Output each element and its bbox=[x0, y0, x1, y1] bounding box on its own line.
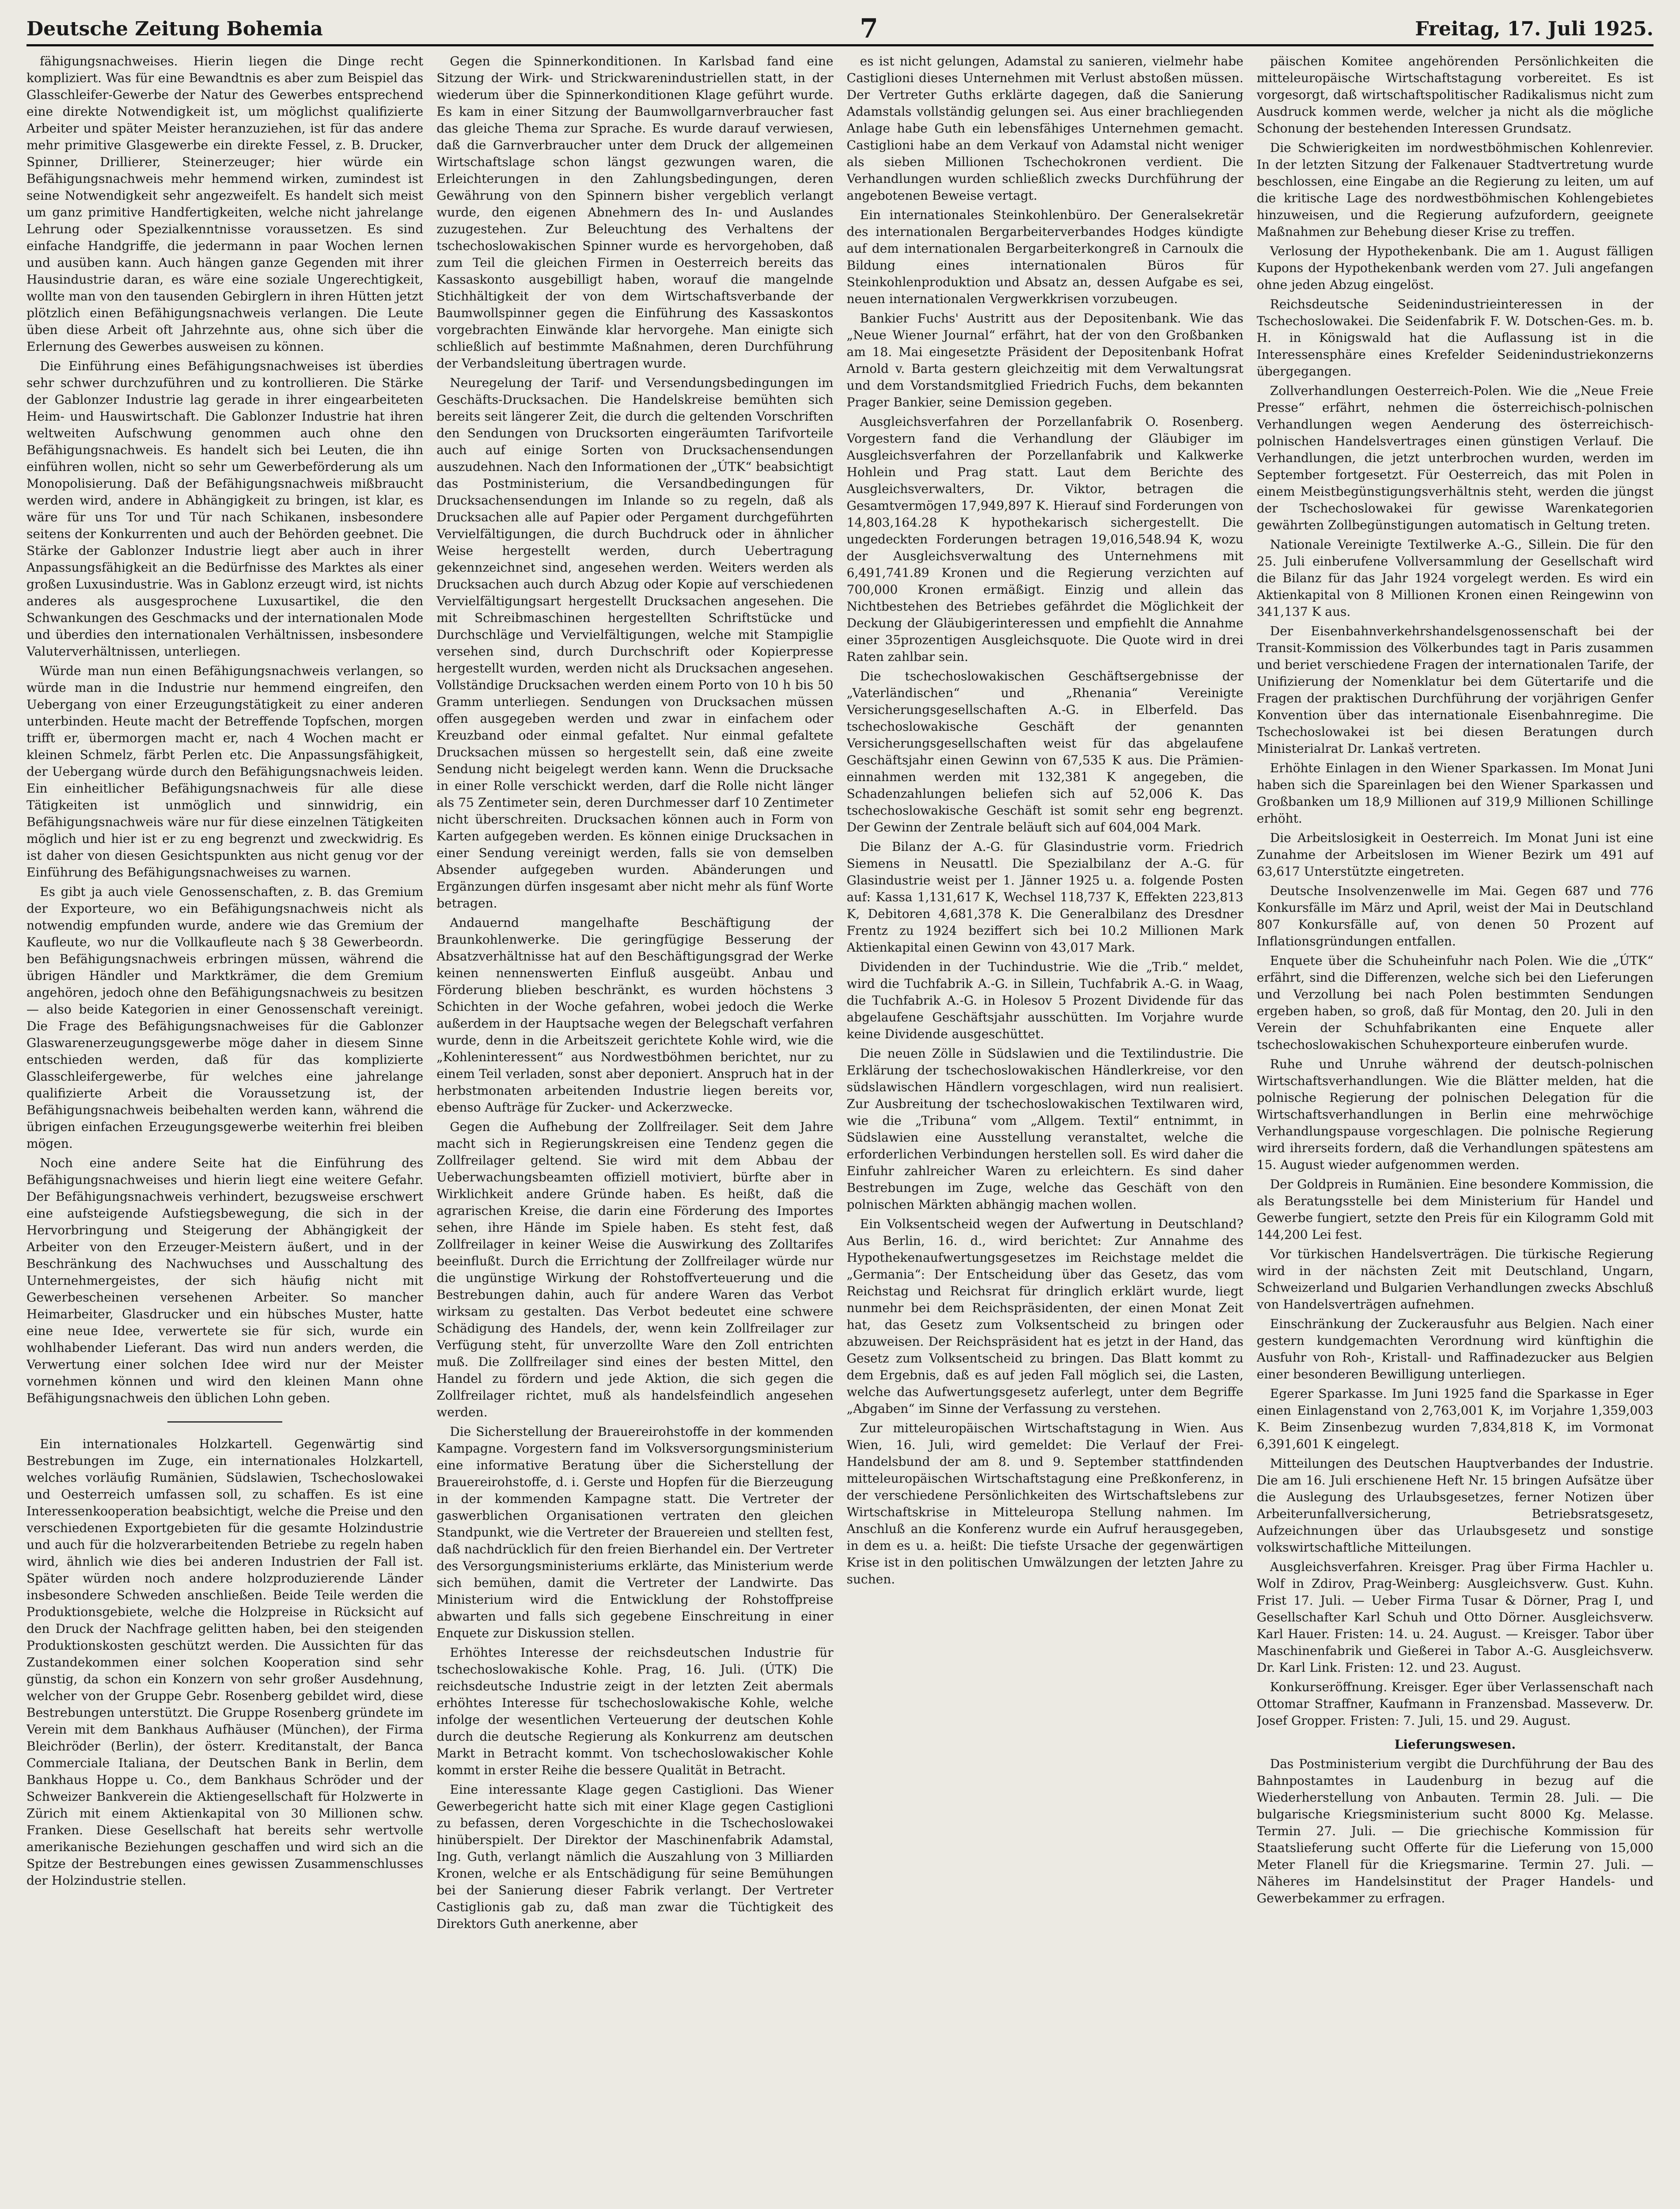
section-divider bbox=[27, 1413, 423, 1430]
article-paragraph: Egerer Sparkasse. Im Juni 1925 fand die Sparkasse in Eger einen Einlagenstand von 2,763,001 K, im Vorjahre 1,359,003 K. Beim Zinsenbezug wurden 7,834,818 K, im Vormonat 6,391,601 K eingelegt. bbox=[1256, 1386, 1653, 1451]
article-paragraph: Eine interessante Klage gegen Castiglioni. Das Wiener Gewerbegericht hatte sich mit einer Klage gegen Castiglioni zu befassen, deren Vorgeschichte in die Tschechoslowakei hinüberspielt. Der Direktor der Maschinenfabrik Adamstal, Ing. Guth, verlangt nämlich die Auszahlung von 3 Milliarden Kronen, welche er als Entschädigung für seine Bemühungen bei der Sanierung dieser Fabrik verlangt. Der Vertreter Castiglionis gab zu, daß man zwar die Tüchtigkeit des Direktors Guth anerkenne, aber bbox=[436, 1782, 834, 1931]
article-paragraph: Das Postministerium vergibt die Durchführung der Bau des Bahnpostamtes in Laudenburg in bezug auf die Wiederherstellung von Anbauten. Termin 28. Juli. — Die bulgarische Kriegsministerium sucht 8000 Kg. Melasse. Termin 27. Juli. — Die griechische Kommission für Staatslieferung sucht Offerte für die Lieferung von 15,000 Meter Flanell für die Kriegsmarine. Termin 27. Juli. — Näheres im Handelsinstitut der Prager Handels- und Gewerbekammer zu erfragen. bbox=[1256, 1757, 1653, 1905]
article-paragraph: Reichsdeutsche Seidenindustrieinteressen in der Tschechoslowakei. Die Seidenfabrik F. W. Dotschen-Ges. m. b. H. in Königswald hat die Auflassung ist in die Interessensphäre eines Krefelder Seidenindustriekonzerns übergegangen. bbox=[1256, 297, 1653, 379]
article-paragraph: Ein internationales Holzkartell. Gegenwärtig sind Bestrebungen im Zuge, ein internationales Holzkartell, welches vorläufig Rumänien, Südslawien, Tschechoslowakei und Oesterreich umfassen soll, zu schaffen. Es ist eine Interessenkooperation beabsichtigt, welche die Preise und den verschiedenen Exportgebieten für die gesamte Holzindustrie und auch für die holzverarbeitenden Betriebe zu regeln haben wird, ähnlich wie dies bei anderen Industrien der Fall ist. Später würden noch andere holzproduzierende Länder insbesondere Schweden anschließen. Beide Teile werden die Produktionsgebiete, welche die Holzpreise in Rücksicht auf den Druck der Nachfrage gelitten haben, bei den steigenden Produktionskosten geschützt werden. Die Aussichten für das Zustandekommen einer solchen Kooperation sind sehr günstig, da schon ein Konzern von sehr großer Ausdehnung, welcher von der Gruppe Gebr. Rosenberg gebildet wird, diese Bestrebungen unterstützt. Die Gruppe Rosenberg gründete im Verein mit dem Bankhaus Aufhäuser (München), der Firma Bleichröder (Berlin), der österr. Kreditanstalt, der Banca Commerciale Italiana, der Deutschen Bank in Berlin, dem Bankhaus Hoppe u. Co., dem Bankhaus Schröder und der Schweizer Bankverein die Aktiengesellschaft für Holzwerte in Zürich mit einem Aktienkapital von 30 Millionen schw. Franken. Diese Gesellschaft hat bereits sehr wertvolle amerikanische Beziehungen geschaffen und wird sich an die Spitze der Bestrebungen eines gewissen Zusammenschlusses der Holzindustrie stellen. bbox=[27, 1437, 424, 1888]
article-paragraph: Erhöhte Einlagen in den Wiener Sparkassen. Im Monat Juni haben sich die Spareinlagen bei den Wiener Sparkassen und Großbanken um 18,9 Millionen auf 319,9 Millionen Schillinge erhöht. bbox=[1256, 761, 1653, 826]
article-paragraph: Gegen die Aufhebung der Zollfreilager. Seit dem Jahre macht sich in Regierungskreisen eine Tendenz gegen die Zollfreilager geltend. Sie wird mit dem Abbau der Ueberwachungsbeamten offiziell motiviert, bürfte aber in Wirklichkeit andere Gründe haben. Es heißt, daß die agrarischen Kreise, die darin eine Förderung des Importes sehen, ihre Hände im Spiele haben. Es steht fest, daß Zollfreilager in keiner Weise die Auswirkung des Zolltarifes beeinflußt. Durch die Errichtung der Zollfreilager würde nur die ungünstige Wirkung der Rohstoffverteuerung und die Bestrebungen dahin, auch für andere Waren das Verbot wirksam zu gestalten. Das Verbot bedeutet eine schwere Schädigung des Handels, der, wenn kein Zollfreilager zur Verfügung steht, für unverzollte Ware den Zoll entrichten muß. Die Zollfreilager sind eines der besten Mittel, den Handel zu fördern und jede Aktion, die sich gegen die Zollfreilager richtet, muß als handelsfeindlich angesehen werden. bbox=[436, 1120, 834, 1420]
page-number: 7 bbox=[860, 13, 878, 44]
article-paragraph: Zollverhandlungen Oesterreich-Polen. Wie die „Neue Freie Presse“ erfährt, nehmen die österreichisch-polnischen Verhandlungen wegen Aenderung des österreichisch-polnischen Handelsvertrages einen günstigen Verlauf. Die Verhandlungen, die jetzt unterbrochen wurden, werden im September fortgesetzt. Für Oesterreich, das mit Polen in einem Meistbegünstigungsverhältnis steht, werden die jüngst der Tschechoslowakei für gewisse Warenkategorien gewährten Zollbegünstigungen automatisch in Geltung treten. bbox=[1256, 383, 1653, 532]
article-paragraph: Ein Volksentscheid wegen der Aufwertung in Deutschland? Aus Berlin, 16. d., wird berichtet: Zur Annahme des Hypothekenaufwertungsgesetzes im Reichstage meldet die „Germania“: Der Entscheidung über das Gesetz, das vom Reichstag und Reichsrat für dringlich erklärt wurde, liegt nunmehr bei dem Reichspräsidenten, der einen Monat Zeit hat, das Gesetz zum Volksentscheid zu bringen oder abzuweisen. Der Reichspräsident hat es jetzt in der Hand, das Gesetz zum Volksentscheid zu bringen. Das Blatt kommt zu dem Ergebnis, daß es auf jeden Fall möglich sei, die Lasten, welche das Aufwertungsgesetz auferlegt, unter dem Begriffe „Abgaben“ im Sinne der Verfassung zu verstehen. bbox=[846, 1217, 1244, 1416]
article-paragraph: Noch eine andere Seite hat die Einführung des Befähigungsnachweises und hierin liegt eine weitere Gefahr. Der Befähigungsnachweis verhindert, bezugsweise erschwert eine aufsteigende Aufstiegsbewegung, die sich in der Hervorbringung und Steigerung der Abhängigkeit der Arbeiter von den Erzeuger-Meistern äußert, und in der Beschränkung des Nachwuchses und Ausschaltung des Unternehmergeistes, der sich häufig nicht mit Gewerbescheinen versehenen Arbeiter. So mancher Heimarbeiter, Glasdrucker und ein hübsches Muster, hatte eine neue Idee, verwertete sie für sich, wurde ein wohlhabender Lieferant. Das wird nun anders werden, die Verwertung einer solchen Idee wird nur der Meister vornehmen können und wird den kleinen Mann ohne Befähigungsnachweis den üblichen Lohn geben. bbox=[27, 1156, 424, 1405]
article-paragraph: Zur mitteleuropäischen Wirtschaftstagung in Wien. Aus Wien, 16. Juli, wird gemeldet: Die Verlauf der Frei-Handelsbund der am 8. und 9. September stattfindenden mitteleuropäischen Wirtschaftstagung eine Preßkonferenz, in der verschiedene Persönlichkeiten des Wirtschaftslebens zur Wirtschaftskrise in Mitteleuropa Stellung nahmen. Im Anschluß an die Konferenz wurde ein Aufruf herausgegeben, in dem es u. a. heißt: Die tiefste Ursache der gegenwärtigen Krise ist in den politischen Umwälzungen der letzten Jahre zu suchen. bbox=[846, 1421, 1244, 1587]
article-paragraph: Die Bilanz der A.-G. für Glasindustrie vorm. Friedrich Siemens in Neusattl. Die Spezialbilanz der A.-G. für Glasindustrie weist per 1. Jänner 1925 u. a. folgende Posten auf: Kassa 1,131,617 K, Wechsel 118,737 K, Effekten 223,813 K, Debitoren 4,681,378 K. Die Generalbilanz des Dresdner Frentz zu 1924 beziffert sich bei 10.2 Millionen Mark Aktienkapital einen Gewinn von 43,017 Mark. bbox=[846, 839, 1244, 955]
article-paragraph: Deutsche Insolvenzenwelle im Mai. Gegen 687 und 776 Konkursfälle im März und April, weist der Mai in Deutschland 807 Konkursfälle auf, von denen 50 Prozent auf Inflationsgründungen entfallen. bbox=[1256, 884, 1653, 949]
article-paragraph: Bankier Fuchs' Austritt aus der Depositenbank. Wie das „Neue Wiener Journal“ erfährt, hat der von den Großbanken am 18. Mai eingesetzte Präsident der Depositenbank Hofrat Arnold v. Barta gestern gleichzeitig mit dem Verwaltungsrat und dem Vorstandsmitglied Friedrich Fuchs, dem bekannten Prager Bankier, seine Demission gegeben. bbox=[846, 311, 1244, 410]
article-paragraph: Dividenden in der Tuchindustrie. Wie die „Trib.“ meldet, wird die Tuchfabrik A.-G. in Sillein, Tuchfabrik A.-G. in Waag, die Tuchfabrik A.-G. in Holesov 5 Prozent Dividende für das abgelaufene Geschäftsjahr ausschütten. Im Vorjahre wurde keine Dividende ausgeschüttet. bbox=[846, 960, 1244, 1041]
article-paragraph: Ein internationales Steinkohlenbüro. Der Generalsekretär des internationalen Bergarbeiterverbandes Hodges kündigte auf dem internationalen Bergarbeiterkongreß in Carnoulx die Bildung eines internationalen Büros für Steinkohlenproduktion und Absatz an, dessen Aufgabe es sei, neuen internationalen Vergwerkkrisen vorzubeugen. bbox=[846, 208, 1244, 306]
article-paragraph: Der Eisenbahnverkehrshandelsgenossenschaft bei der Transit-Kommission des Völkerbundes tagt in Paris zusammen und beriet verschiedene Fragen der internationalen Tarife, der Unifizierung der Nomenklatur bei dem Gütertarife und die Fragen der praktischen Durchführung der vorjährigen Genfer Konvention über das internationale Eisenbahnregime. Die Tschechoslowakei ist bei diesen Beratungen durch Ministerialrat Dr. Lankaš vertreten. bbox=[1256, 624, 1653, 756]
newspaper-title: Deutsche Zeitung Bohemia bbox=[27, 17, 323, 40]
column-4 bbox=[1257, 53, 1653, 2209]
article-paragraph: Nationale Vereinigte Textilwerke A.-G., Sillein. Die für den 25. Juli einberufene Vollversammlung der Gesellschaft wird die Bilanz für das Jahr 1924 vorgelegt werden. Es wird ein Aktienkapital von 8 Millionen Kronen einen Reingewinn von 341,137 K aus. bbox=[1256, 537, 1653, 619]
article-paragraph: Die neuen Zölle in Südslawien und die Textilindustrie. Die Erklärung der tschechoslowakischen Händlerkreise, vor den südslawischen Händlern vorgeschlagen, wird nun realisiert. Zur Ausbreitung der tschechoslowakischen Textilwaren wird, wie die „Tribuna“ vom „Allgem. Textil“ entnimmt, in Südslawien eine Ausstellung veranstaltet, welche die erforderlichen Verbindungen herstellen soll. Es wird daher die Einfuhr zahlreicher Waren zu erleichtern. Es sind daher Bestrebungen im Zuge, welche das Geschäft von den polnischen Märkten abhängig machen wollen. bbox=[846, 1046, 1244, 1212]
article-paragraph: Enquete über die Schuheinfuhr nach Polen. Wie die „ÚTK“ erfährt, sind die Differenzen, welche sich bei den Lieferungen und Verzollung bei nach Polen bestimmten Sendungen ergeben haben, so groß, daß für Montag, den 20. Juli in den Verein der Schuhfabrikanten eine Enquete aller tschechoslowakischen Schuhexporteure einberufen wurde. bbox=[1256, 953, 1653, 1052]
article-paragraph: Ausgleichsverfahren der Porzellanfabrik O. Rosenberg. Vorgestern fand die Verhandlung der Gläubiger im Ausgleichsverfahren der Porzellanfabrik und Kalkwerke Hohlein und Prag statt. Laut dem Berichte des Ausgleichsverwalters, Dr. Viktor, betragen die Gesamtvermögen 17,949,897 K. Hierauf sind Forderungen von 14,803,164.28 K hypothekarisch sichergestellt. Die ungedeckten Forderungen betragen 19,016,548.94 K, wozu der Ausgleichsverwaltung des Unternehmens mit 6,491,741.89 Kronen und die Regierung verzichten auf 700,000 Kronen ermäßigt. Einzig und allein das Nichtbestehen des Betriebes gefährdet die Möglichkeit der Deckung der Gläubigerinteressen und empfiehlt die Annahme einer 35prozentigen Ausgleichsquote. Die Quote wird in drei Raten zahlbar sein. bbox=[846, 414, 1244, 664]
column-1 bbox=[27, 53, 423, 2209]
article-paragraph: Ausgleichsverfahren. Kreisger. Prag über Firma Hachler u. Wolf in Zdirov, Prag-Weinberg: Ausgleichsverw. Gust. Kuhn. Frist 17. Juli. — Ueber Firma Tusar & Dörner, Prag I, und Gesellschafter Karl Schuh und Otto Dörner. Ausgleichsverw. Karl Hauer. Fristen: 14. u. 24. August. — Kreisger. Tabor über Maschinenfabrik und Gießerei in Tabor A.-G. Ausgleichsverw. Dr. Karl Link. Fristen: 12. und 23. August. bbox=[1256, 1560, 1653, 1675]
article-paragraph: fähigungsnachweises. Hierin liegen die Dinge recht kompliziert. Was für eine Bewandtnis es aber zum Beispiel das Glasschleifer-Gewerbe der Natur des Gewerbes entsprechend eine direkte Notwendigkeit ist, um möglichst qualifizierte Arbeiter und später Meister heranzuziehen, ist für das andere mehr primitive Glasgewerbe ein direkte Fessel, z. B. Drucker, Spinner, Drillierer, Steinerzeuger; hier würde ein Befähigungsnachweis mehr hemmend wirken, zumindest ist seine Notwendigkeit sehr angezweifelt. Es handelt sich meist um ganz primitive Handfertigkeiten, welche nicht jahrelange Lehrung oder Spezialkenntnisse voraussetzen. Es sind einfache Handgriffe, die jedermann in paar Wochen lernen und ausüben kann. Auch hängen ganze Gegenden mit ihrer Hausindustrie daran, es wäre eine soziale Ungerechtigkeit, wollte man von den tausenden Gebirglern in ihren Hütten jetzt plötzlich einen Befähigungsnachweis verlangen. Die Leute üben diese Arbeit oft Jahrzehnte aus, ohne sich über die Erlernung des Gewerbes ausweisen zu können. bbox=[27, 54, 424, 354]
article-paragraph: Mitteilungen des Deutschen Hauptverbandes der Industrie. Die am 16. Juli erschienene Heft Nr. 15 bringen Aufsätze über die Auslegung des Urlaubsgesetzes, ferner Notizen über Arbeiterunfallversicherung, Betriebsratsgesetz, Aufzeichnungen über das Urlaubsgesetz und sonstige volkswirtschaftliche Mitteilungen. bbox=[1256, 1456, 1653, 1555]
article-paragraph: es ist nicht gelungen, Adamstal zu sanieren, vielmehr habe Castiglioni dieses Unternehmen mit Verlust abstoßen müssen. Der Vertreter Guths erklärte dagegen, daß die Sanierung Adamstals vollständig gelungen sei. Aus einer brachliegenden Anlage habe Guth ein lebensfähiges Unternehmen gemacht. Castiglioni habe an dem Verkauf von Adamstal nicht weniger als sieben Millionen Tschechokronen verdient. Die Verhandlungen wurden schließlich zwecks Durchführung der angebotenen Beweise vertagt. bbox=[846, 54, 1244, 203]
section-heading: Lieferungswesen. bbox=[1394, 1737, 1516, 1752]
masthead bbox=[27, 13, 1653, 46]
article-paragraph: Es gibt ja auch viele Genossenschaften, z. B. das Gremium der Exporteure, wo ein Befähigungsnachweis nicht als notwendig empfunden wurde, andere wie das Gremium der Kaufleute, wo nur die Vollkaufleute nach § 38 Gewerbeordn. ben Befähigungsnachweis erbringen müssen, während die übrigen Händler und Marktkrämer, die dem Gremium angehören, jedoch ohne den Befähigungsnachweis zu besitzen — also beide Kategorien in einer Genossenschaft vereinigt. Die Frage des Befähigungsnachweises für die Gablonzer Glaswarenerzeugungsgewerbe möge daher in diesem Sinne entschieden werden, daß für das komplizierte Glasschleifergewerbe, für welches eine jahrelange qualifizierte Arbeit die Voraussetzung ist, der Befähigungsnachweis beibehalten werden kann, während die übrigen einfachen Erzeugungsgewerbe weiterhin frei bleiben mögen. bbox=[27, 884, 424, 1151]
issue-date: Freitag, 17. Juli 1925. bbox=[1415, 17, 1653, 40]
article-columns bbox=[27, 53, 1653, 2209]
column-2 bbox=[436, 53, 833, 2209]
article-paragraph: Die Sicherstellung der Brauereirohstoffe in der kommenden Kampagne. Vorgestern fand im Volksversorgungsministerium eine informative Beratung über die Sicherstellung der Brauereirohstoffe, d. i. Gerste und Hopfen für die Bierzeugung in der kommenden Kampagne statt. Die Vertreter der gaswerblichen Organisationen vertraten den gleichen Standpunkt, wie die Vertreter der Brauereien und stellten fest, daß nachdrücklich für den freien Bierhandel ein. Der Vertreter des Versorgungsministeriums erklärte, das Ministerium werde sich bemühen, damit die Vertreter der Landwirte. Das Ministerium wird die Entwicklung der Rohstoffpreise abwarten und falls sich gegebene Einschreitung in einer Enquete zur Diskussion stellen. bbox=[436, 1424, 834, 1640]
article-paragraph: Die Einführung eines Befähigungsnachweises ist überdies sehr schwer durchzuführen und zu kontrollieren. Die Stärke der Gablonzer Industrie lag gerade in ihrer eingearbeiteten Heim- und Hauswirtschaft. Die Gablonzer Industrie hat ihren weltweiten Aufschwung genommen auch ohne den Befähigungsnachweis. Es handelt sich bei Leuten, die ihn einführen wollen, nicht so sehr um Gewerbeförderung als um Monopolisierung. Daß der Befähigungsnachweis mißbraucht werden wird, andere in Abhängigkeit zu bringen, ist klar, es wäre für uns Tor und Tür nach Schikanen, insbesondere seitens der Konkurrenten und auch der Behörden geebnet. Die Stärke der Gablonzer Industrie liegt aber auch in ihrer Anpassungsfähigkeit an die Bedürfnisse des Marktes als einer großen Luxusindustrie. Was in Gablonz erzeugt wird, ist nichts anderes als ausgesprochene Luxusartikel, die den Schwankungen des Geschmacks und der internationalen Mode und überdies den internationalen Verhältnissen, insbesondere Valuterverhältnissen, unterliegen. bbox=[27, 359, 424, 659]
article-paragraph: Die Schwierigkeiten im nordwestböhmischen Kohlenrevier. In der letzten Sitzung der Falkenauer Stadtvertretung wurde beschlossen, eine Eingabe an die Regierung zu leiten, um auf die kritische Lage des nordwestböhmischen Kohlengebietes hinzuweisen, und die Regierung aufzufordern, geeignete Maßnahmen zur Behebung dieser Krise zu treffen. bbox=[1256, 140, 1653, 239]
column-3 bbox=[847, 53, 1244, 2209]
article-paragraph: päischen Komitee angehörenden Persönlichkeiten die mitteleuropäische Wirtschaftstagung vorbereitet. Es ist vorgesorgt, daß wirtschaftspolitischer Radikalismus nicht zum Ausdruck kommen werde, welcher ja nicht als die mögliche Schonung der bestehenden Interessen Grundsatz. bbox=[1256, 54, 1653, 136]
article-paragraph: Verlosung der Hypothekenbank. Die am 1. August fälligen Kupons der Hypothekenbank werden vom 27. Juli angefangen ohne jeden Abzug eingelöst. bbox=[1256, 244, 1653, 292]
article-paragraph: Würde man nun einen Befähigungsnachweis verlangen, so würde man in die Industrie nur hemmend eingreifen, den Uebergang von einer Erzeugungstätigkeit zu einer anderen unterbinden. Heute macht der Betreffende Topfschen, morgen trifft er, übermorgen macht er, nach 4 Wochen macht er kleinen Schmelz, färbt Perlen etc. Die Anpassungsfähigkeit, der Uebergang würde durch den Befähigungsnachweis leiden. Ein einheitlicher Befähigungsnachweis für alle diese Tätigkeiten ist unmöglich und sinnwidrig, ein Befähigungsnachweis wäre nur für diese einzelnen Tätigkeiten möglich und hier ist er zu eng begrenzt und zweckwidrig. Es ist daher von diesen Gesichtspunkten aus nicht genug vor der Einführung des Befähigungsnachweises zu warnen. bbox=[27, 664, 424, 880]
article-paragraph: Die tschechoslowakischen Geschäftsergebnisse der „Vaterländischen“ und „Rhenania“ Vereinigte Versicherungsgesellschaften A.-G. in Elberfeld. Das tschechoslowakische Geschäft der genannten Versicherungsgesellschaften weist für das abgelaufene Geschäftsjahr einen Gewinn von 67,535 K aus. Die Prämien-einnahmen werden mit 132,381 K angegeben, die Schadenzahlungen beliefen sich auf 52,006 K. Das tschechoslowakische Geschäft ist somit sehr eng begrenzt. Der Gewinn der Zentrale beläuft sich auf 604,004 Mark. bbox=[846, 669, 1244, 835]
article-paragraph: Erhöhtes Interesse der reichsdeutschen Industrie für tschechoslowakische Kohle. Prag, 16. Juli. (ÚTK) Die reichsdeutsche Industrie zeigt in der letzten Zeit abermals erhöhtes Interesse für tschechoslowakische Kohle, welche infolge der wesentlichen Verteuerung der deutschen Kohle durch die deutsche Regierung als Konkurrenz am deutschen Markt in Betracht kommt. Von tschechoslowakischer Kohle kommt in erster Reihe die bessere Qualität in Betracht. bbox=[436, 1645, 834, 1777]
article-paragraph: Konkurseröffnung. Kreisger. Eger über Verlassenschaft nach Ottomar Straffner, Kaufmann in Franzensbad. Masseverw. Dr. Josef Gropper. Fristen: 7. Juli, 15. und 29. August. bbox=[1256, 1680, 1653, 1728]
article-paragraph: Gegen die Spinnerkonditionen. In Karlsbad fand eine Sitzung der Wirk- und Strickwarenindustriellen statt, in der wiederum über die Spinnerkonditionen Klage geführt wurde. Es kam in einer Sitzung der Baumwollgarnverbraucher fast das gleiche Thema zur Sprache. Es wurde darauf verwiesen, daß die Garnverbraucher unter dem Druck der allgemeinen Wirtschaftslage schon längst gezwungen waren, die Erleichterungen in den Zahlungsbedingungen, deren Gewährung von den Spinnern bisher vergeblich verlangt wurde, den eigenen Abnehmern des In- und Auslandes zuzugestehen. Zur Beleuchtung des Verhaltens der tschechoslowakischen Spinner wurde es hervorgehoben, daß zum Teil die gleichen Firmen in Oesterreich bereits das Kassaskonto ausgebilligt haben, worauf die mangelnde Stichhältigkeit der von dem Wirtschaftsverbande der Baumwollspinner gegen die Einführung des Kassaskontos vorgebrachten Einwände klar hervorgehe. Man einigte sich schließlich auf bestimmte Maßnahmen, deren Durchführung der Verbandsleitung übertragen wurde. bbox=[436, 54, 834, 371]
article-paragraph: Der Goldpreis in Rumänien. Eine besondere Kommission, die als Beratungsstelle bei dem Ministerium für Handel und Gewerbe fungiert, setzte den Preis für ein Kilogramm Gold mit 144,200 Lei fest. bbox=[1256, 1177, 1653, 1242]
article-paragraph: Ruhe und Unruhe während der deutsch-polnischen Wirtschaftsverhandlungen. Wie die Blätter melden, hat die polnische Regierung der polnischen Delegation für die Wirtschaftsverhandlungen in Berlin eine mehrwöchige Verhandlungspause vorgeschlagen. Die polnische Regierung wird ihrerseits fordern, daß die Verhandlungen spätestens am 15. August wieder aufgenommen werden. bbox=[1256, 1057, 1653, 1172]
article-paragraph: Andauernd mangelhafte Beschäftigung der Braunkohlenwerke. Die geringfügige Besserung der Absatzverhältnisse hat auf den Beschäftigungsgrad der Werke keinen nennenswerten Einfluß ausgeübt. Anbau und Förderung blieben beschränkt, es wurden höchstens 3 Schichten in der Woche gefahren, wobei jedoch die Werke außerdem in der Hauptsache wegen der Belegschaft verfahren wurde, denn in die Arbeitszeit gerichtete Kohle wird, wie die „Kohleninteressent“ aus Nordwestböhmen berichtet, nur zu einem Teil verladen, sonst aber deponiert. Anspruch hat in der herbstmonaten arbeitenden Industrie liegen bereits vor, ebenso Aufträge für Zucker- und Ackerzwecke. bbox=[436, 915, 834, 1115]
article-paragraph: Neuregelung der Tarif- und Versendungsbedingungen im Geschäfts-Drucksachen. Die Handelskreise bemühten sich bereits seit längerer Zeit, die durch die geltenden Vorschriften den Sendungen von Drucksorten eingeräumten Tarifvorteile auch auf einige Sorten von Drucksachensendungen auszudehnen. Nach den Informationen der „ÚTK“ beabsichtigt das Postministerium, die Versandbedingungen für Drucksachensendungen im Inlande so zu regeln, daß als Drucksachen alle auf Papier oder Pergament durchgeführten Vervielfältigungen, die durch Buchdruck oder in ähnlicher Weise hergestellt werden, durch Uebertragung gekennzeichnet sind, angesehen werden. Weiters werden als Drucksachen auch durch Abzug oder Kopie auf verschiedenen Vervielfältigungsart hergestellt Drucksachen angesehen. Die mit Schreibmaschinen hergestellten Schriftstücke und Durchschläge und Vervielfältigungen, welche mit Stampiglie versehen sind, durch Durchschrift oder Kopierpresse hergestellt wurden, werden nicht als Drucksachen angesehen. Vollständige Drucksachen werden einem Porto von 10 h bis 50 Gramm unterliegen. Sendungen von Drucksachen müssen offen ausgegeben werden und zwar in einfachem oder Kreuzband oder einmal gefaltet. Nur einmal gefaltete Drucksachen müssen so hergestellt sein, daß eine zweite Sendung nicht beigelegt werden kann. Wenn die Drucksache in einer Rolle verschickt werden, darf die Rolle nicht länger als 75 Zentimeter sein, deren Durchmesser darf 10 Zentimeter nicht überschreiten. Drucksachen können auch in Form von Karten aufgegeben werden. Es können einige Drucksachen in einer Sendung vereinigt werden, falls sie von demselben Absender aufgegeben wurden. Abänderungen und Ergänzungen dürfen insgesamt aber nicht mehr als fünf Worte betragen. bbox=[436, 376, 834, 911]
article-paragraph: Einschränkung der Zuckerausfuhr aus Belgien. Nach einer gestern kundgemachten Verordnung wird künftighin die Ausfuhr von Roh-, Kristall- und Raffinadezucker aus Belgien einer besonderen Bewilligung unterliegen. bbox=[1256, 1317, 1653, 1382]
article-paragraph: Vor türkischen Handelsverträgen. Die türkische Regierung wird in der nächsten Zeit mit Deutschland, Ungarn, Schweizerland und Bulgarien Verhandlungen zwecks Abschluß von Handelsverträgen aufnehmen. bbox=[1256, 1247, 1653, 1312]
article-paragraph: Die Arbeitslosigkeit in Oesterreich. Im Monat Juni ist eine Zunahme der Arbeitslosen im Wiener Bezirk um 491 auf 63,617 Unterstützte eingetreten. bbox=[1256, 831, 1653, 879]
